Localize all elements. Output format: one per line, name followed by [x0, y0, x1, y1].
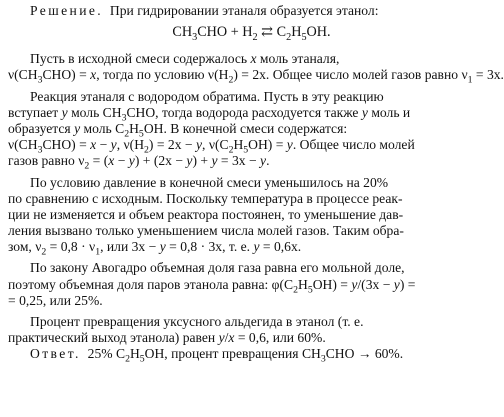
paragraph-line: Пусть в исходной смеси содержалось x моль этаналя, [30, 51, 340, 67]
answer-heading: Ответ. [30, 346, 81, 362]
paragraph-line: Процент превращения уксусного альдегида в этанол (т. е. [30, 314, 364, 329]
paragraph-line: поэтому объемная доля паров этанола равна: $\varphi(C_2H_5OH) = y/(3x - y)$ = [8, 276, 416, 296]
paragraph-line: = 0,25, или 25%. [8, 292, 103, 308]
intro-sentence: При гидрировании этаналя образуется этанол: [109, 3, 379, 18]
paragraph-line: $\nu(CH_3CHO) = x - y$, $\nu(H_2) = 2x - y$, $\nu(C_2H_5OH) = y$. Общее число молей [8, 137, 415, 156]
solution-intro-line [8, 3, 495, 19]
paragraph-line: Реакция этаналя с водородом обратима. Пусть в эту реакцию [30, 88, 384, 104]
paragraph-line: ции не изменяется и объем реактора постоянен, то уменьшение дав- [8, 206, 404, 222]
paragraph-line: газов равно $\nu_2 = (x - y) + (2x - y) + y = 3x - y$. [8, 153, 270, 173]
paragraph-line: По условию давление в конечной смеси уменьшилось на 20% [30, 174, 389, 190]
solution-heading: Решение. [30, 3, 104, 18]
paragraph-5 [8, 314, 495, 346]
paragraph-1 [8, 51, 504, 87]
paragraph-line: по сравнению с исходным. Поскольку температура в процессе реак- [8, 190, 403, 206]
paragraph-line: $\nu(CH_3CHO) = x$, тогда по условию $\nu(H_2) = 2x$. Общее число молей газов равно $\nu_1 = 3x$. [8, 67, 504, 87]
paragraph-line: вступает y моль $CH_3CHO$, тогда водорода расходуется также y моль и [8, 104, 411, 124]
paragraph-3 [8, 175, 495, 256]
answer-line [8, 346, 495, 366]
paragraph-4 [8, 260, 495, 309]
paragraph-line: практический выход этанола) равен y/x = 0,6, или 60%. [8, 330, 326, 346]
paragraph-line: По закону Авогадро объемная доля газа равна его мольной доле, [30, 260, 405, 276]
answer-text: 25% $C_2H_5OH$, процент превращения $CH_3CHO \to 60\%$. [87, 346, 404, 366]
reaction-equation [8, 19, 495, 45]
paragraph-line: зом, $\nu_2 = 0,8 \cdot \nu_1$, или 3x − y = 0,8 · 3x, т. е. y = 0,6x. [8, 239, 302, 258]
paragraph-line: ления вызвано только уменьшением числа молей газов. Таким обра- [8, 223, 404, 239]
equation-text: $CH_3CHO + H_2$ ⇄ $C_2H_5OH$. [172, 24, 331, 44]
paragraph-line: образуется y моль $C_2H_5OH$. В конечной смеси содержатся: [8, 120, 348, 140]
paragraph-2 [8, 88, 495, 173]
